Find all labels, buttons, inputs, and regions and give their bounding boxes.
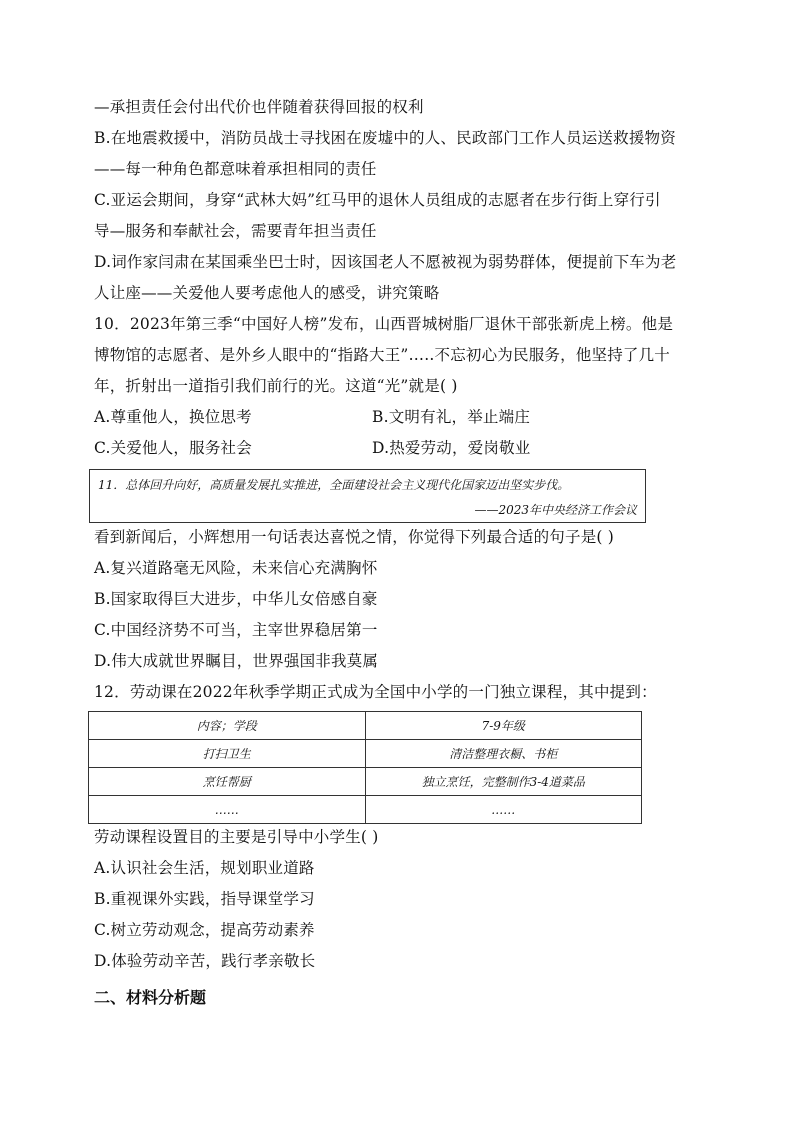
- q11-option-c: C.中国经济势不可当，主宰世界稳居第一: [94, 621, 378, 639]
- q10-option-a: A.尊重他人，换位思考: [94, 408, 252, 426]
- table-cell: ……: [89, 796, 366, 824]
- table-cell: 内容；学段: [89, 712, 366, 740]
- table-row: [89, 768, 642, 796]
- table-cell: 7-9年级: [365, 712, 642, 740]
- labor-course-table: [88, 711, 642, 824]
- table-row: [89, 712, 642, 740]
- table-cell: ……: [365, 796, 642, 824]
- text-line: 导—服务和奉献社会，需要青年担当责任: [94, 222, 377, 240]
- q11-option-a: A.复兴道路毫无风险，未来信心充满胸怀: [94, 559, 378, 577]
- section-heading: 二、材料分析题: [94, 988, 207, 1007]
- q12-question: 劳动课程设置目的主要是引导中小学生( ): [94, 828, 379, 846]
- option-c-line: C.亚运会期间，身穿“武林大妈”红马甲的退休人员组成的志愿者在步行街上穿行引: [94, 191, 661, 209]
- option-d-line: D.词作家闫肃在某国乘坐巴士时，因该国老人不愿被视为弱势群体，便提前下车为老: [94, 253, 677, 271]
- q10-option-c: C.关爱他人，服务社会: [94, 439, 252, 457]
- table-cell: 打扫卫生: [89, 740, 366, 768]
- table-cell: 独立烹饪，完整制作3-4道菜品: [365, 768, 642, 796]
- q10-option-b: B.文明有礼，举止端庄: [372, 408, 531, 426]
- q11-option-b: B.国家取得巨大进步，中华儿女倍感自豪: [94, 590, 378, 608]
- q12-option-c: C.树立劳动观念，提高劳动素养: [94, 921, 315, 939]
- q12-option-a: A.认识社会生活，规划职业道路: [94, 859, 315, 877]
- q10-option-d: D.热爱劳动，爱岗敬业: [372, 439, 531, 457]
- text-line: ——每一种角色都意味着承担相同的责任: [94, 160, 377, 178]
- q10-stem: 博物馆的志愿者、是外乡人眼中的“指路大王”…..不忘初心为民服务，他坚持了几十: [94, 346, 671, 364]
- q12-option-d: D.体验劳动辛苦，践行孝亲敬长: [94, 952, 316, 970]
- table-cell: 烹饪帮厨: [89, 768, 366, 796]
- text-line: 人让座——关爱他人要考虑他人的感受，讲究策略: [94, 284, 440, 302]
- q11-quote-source: ——2023年中央经济工作会议: [474, 503, 637, 517]
- q11-option-d: D.伟大成就世界瞩目，世界强国非我莫属: [94, 652, 379, 670]
- text-line: —承担责任会付出代价也伴随着获得回报的权利: [94, 98, 424, 116]
- table-row: [89, 796, 642, 824]
- q11-quote-box: [89, 469, 646, 523]
- q10-stem: 10．2023年第三季“中国好人榜”发布，山西晋城树脂厂退休干部张新虎上榜。他是: [94, 315, 674, 333]
- table-cell: 清洁整理衣橱、书柜: [365, 740, 642, 768]
- table-row: [89, 740, 642, 768]
- option-b-line: B.在地震救援中，消防员战士寻找困在废墟中的人、民政部门工作人员运送救援物资: [94, 129, 676, 147]
- q12-option-b: B.重视课外实践，指导课堂学习: [94, 890, 315, 908]
- q11-stem: 看到新闻后，小辉想用一句话表达喜悦之情，你觉得下列最合适的句子是( ): [94, 528, 615, 546]
- q11-quote: 11．总体回升向好，高质量发展扎实推进，全面建设社会主义现代化国家迈出坚实步伐。: [98, 478, 570, 492]
- q10-stem: 年，折射出一道指引我们前行的光。这道“光”就是( ): [94, 377, 458, 395]
- q12-stem: 12．劳动课在2022年秋季学期正式成为全国中小学的一门独立课程，其中提到：: [94, 683, 657, 701]
